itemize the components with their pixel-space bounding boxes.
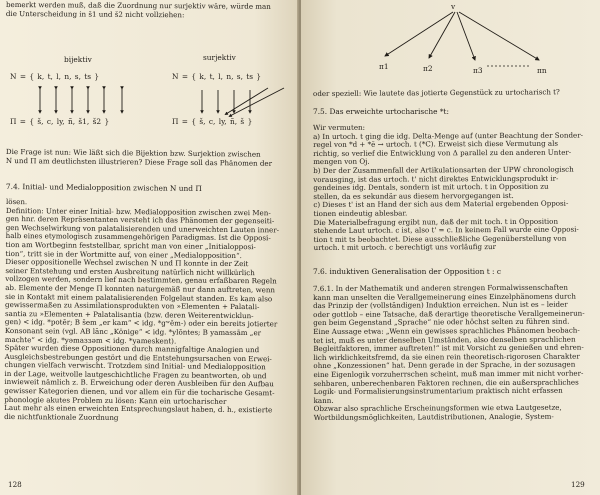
text-line: N und Π am deutlichsten illustrieren? Diese Frage soll das Phänomen der [5,155,273,168]
text-line: a) In urtoch. t ging die idg. Delta-Menge auf (unter Beachtung der Sonder- [313,130,584,141]
text-line: kann man unselten die Verallgemeinerung eines Einzelphänomens durch [313,291,576,302]
text-line: tion am Wortbeginn feststellbar, spricht man von einer „Initialopposi- [5,239,256,252]
text-line: Laut mehr als einen erweichten Entsprechungslaut haben, d. h., existierte [4,403,273,415]
n-set-surjektiv: N = { k, t, l, n, s, ts } [172,72,262,81]
text-line: Logik- und Formalisierungsinstrumentarium praktisch nicht erfassen [313,385,563,397]
intro-paragraph [6,1,271,20]
text-line: tet ist, muß es unter denselben Umständen, also denselben sprachlichen [313,334,576,345]
text-line: das Prinzip der (vollständigen) Induktion erreichen. Nun ist es – leider [313,299,568,311]
text-line: halb eines etymologisch zusammengehörigen Paradigmas. Ist die Opposi- [5,231,271,243]
text-line: Begleitfaktoren, immer auftreten!“ ist mit Vorsicht zu genießen und ehren- [313,342,584,354]
text-line: vollzogen werden, sondern lief nach bestimmten, genau erfaßbaren Regeln [5,274,277,286]
text-line: Später wurden diese Oppositionen durch mannigfaltige Analogien und [4,343,260,355]
body-text [4,198,279,424]
text-line: inwieweit nämlich z. B. Erweichung oder deren Ausbleiben für den Aufbau [4,377,274,389]
section-heading-7-5: 7.5. Das erweichte urtocharische *t: [313,107,449,116]
hypothesis-list [313,123,584,253]
section-heading-7-4: 7.4. Initial- und Medialopposition zwischen N und Π [5,182,202,194]
text-line: santia zu »Elementen + Palatalisantia (bzw. deren Weiterentwicklun- [4,308,254,320]
induction-paragraph [313,284,585,423]
tree-arrow [459,12,539,60]
left-page [0,0,299,495]
text-line: machte“ < idg. *yəmaззəm < idg. *yameskent). [4,334,177,345]
text-line: c) Dieses t' ist an Hand der sich aus dem Material ergebenden Opposi- [313,199,569,210]
text-line: vorausging, ist das urtoch. t' nicht direktes Entwicklungsprodukt ir- [313,173,559,184]
text-line: tionen eindeutig ablesbar. [313,208,408,218]
text-line: sehbaren, unberechenbaren Faktoren rechnen, die ein außersprachliches [313,377,579,388]
text-line: gen) < idg. *potēr; B šem „er kam“ < idg. *gʷĕm-) oder ein bereits jotierter [4,317,278,329]
right-page [301,0,600,495]
text-line: Wortbildungsmöglichkeiten, Lautdistributionen, Analogie, System- [313,411,554,422]
surjektiv-label: surjektiv [203,53,236,62]
text-line: oder gottlob – eine Tatsache, daß derartige theoretische Verallgemeinerun- [313,308,585,319]
arrow [230,88,284,116]
arrow [226,88,268,114]
text-line: ohne „Konzessionen“ hat. Denn gerade in der Sprache, in der sozusagen [313,359,576,371]
n-set-bijektiv: N = { k, t, l, n, s, ts } [10,72,100,81]
text-line: gen beim Gegenstand „Sprache“ nie oder höchst selten zu führen sind. [313,317,570,328]
text-line: Eine Aussage etwa: „Wenn ein gewisses sprachliches Phänomen beobach- [313,325,580,336]
text-line: bemerkt werden muß, daß die Zuordnung nur surjektiv wäre, würde man [5,0,271,11]
tree-leaf-label: π2 [423,64,433,73]
text-line: urtoch. t mit urtoch. c berechtigt uns vorläufig zur [313,242,496,253]
text-line: die nichtfunktionale Zuordnung [4,411,119,422]
question-paragraph [6,148,272,168]
text-line: Ausgleichsbestrebungen gestört und die Entstehungsursachen von Erwei- [4,351,272,364]
text-line: seiner Entstehung und ersten Ausbreitung natürlich nicht willkürlich [5,265,255,277]
text-line: gen Wechselwirkung von palatalisierenden und unerweichten Lauten inner- [5,222,280,235]
text-line: die Unterscheidung in š1 und š2 nicht vollziehen: [5,8,185,19]
pi-set-surjektiv: Π = { š, c, ly, ñ, š } [172,117,253,126]
text-line: ab. Elemente der Menge Π konnten naturgemäß nur dann auftreten, wenn [5,282,276,295]
text-line: Die Frage ist nun: Wie läßt sich die Bijektion bzw. Surjektion zwischen [5,147,261,159]
text-line: Wir vermuten: [312,122,366,132]
text-line: tion“, tritt sie in der Wortmitte auf, von einer „Medialopposition“. [5,248,242,260]
tree-leaf-label: πn [537,66,547,75]
text-line: Die Materialbefragung ergibt nun, daß der mit toch. t in Opposition [313,216,559,227]
text-line: chungen vielfach verwischt. Trotzdem sind Initial- und Medialopposition [4,360,266,372]
tree-leaf-label: π1 [379,62,389,71]
text-line: Obzwar also sprachliche Erscheinungsformen wie etwa Lautgesetze, [313,403,562,414]
text-line: in der Lage, weitvolle lautgeschichtliche Fragen zu beantworten, ob und [4,368,267,381]
text-line: lich wirklichkeitsfremd, da sie einen rein theoretisch-rigorosen Charakter [313,351,580,362]
text-line: stehende Laut urtoch. c ist, also t' = c. In keinem Fall wurde eine Opposi- [313,224,579,236]
text-line: gen hnr. deren Repräsentanten versteht ich das Phänomen der gegenseiti- [5,214,275,226]
section-heading-7-6: 7.6. induktiven Generalisation der Opposition t : c [313,267,502,276]
pi-set-bijektiv: Π = { š, c, ly, ñ, š1, š2 } [10,117,110,126]
text-line: lösen. [5,197,28,207]
text-line: Definition: Unter einer Initial- bzw. Medialopposition zwischen zwei Men- [5,205,271,217]
text-line: 7.6.1. In der Mathematik und anderen strengen Formalwissenschaften [312,282,568,293]
text-line: gewisser Kategorien dienen, und vor allem ein für die tocharische Gesamt- [4,386,275,398]
tree-arrow [457,12,475,60]
page-number-right: 129 [571,480,585,489]
tree-leaf-label: π3 [473,66,483,75]
bijection-arrows [0,86,299,118]
text-line: richtig, so verlief die Entwicklung von Δ parallel zu den anderen Unter- [313,147,572,158]
text-line: gendeines idg. Dentals, sondern ist mit urtoch. t in Opposition zu [313,181,549,193]
text-line: mengen von Oj. [313,157,370,167]
text-line: eine Eigenlogik vorzuherrschen scheint, muß man immer mit nicht vorher- [313,368,584,379]
text-line: stellen, da es sekundär aus diesem hervorgegangen ist. [313,190,514,201]
text-line: sie in Kontakt mit einem palatalisierenden Folgelaut standen. Es kam also [5,291,273,303]
bijektiv-label: bijektiv [64,55,92,64]
text-line: Konsonant sein (vgl. AB lānc „Könige“ < idg. *ylōntes; B yamassām „er [4,325,262,338]
text-line: kann. [313,395,334,405]
text-line: b) Der der Zusammenfall der Artikulationsarten der UPW chronologisch [313,164,574,175]
tree-root-label: v [451,2,456,11]
page-number-left: 128 [8,480,22,489]
tree-diagram [301,0,600,80]
text-line: regel von *d + *ĕ → urtoch. t (*C). Erweist sich diese Vermutung als [313,138,559,150]
text-line: Dieser oppositionelle Wechsel zwischen N und Π konnte in der Zeit [5,257,249,269]
text-line: tion t mit ts beobachtet. Diese ausschließliche Gegenüberstellung von [313,233,567,244]
text-line: gewissermaßen zu Assimilationsprodukten von »Elementen + Palatali- [5,300,260,312]
text-line: phonologie akutes Problem zu lösen: Kann ein urtocharischer [4,394,227,406]
spezial-line: oder speziell: Wie lautete das jotierte Gegenstück zu urtocharisch t? [312,87,560,98]
